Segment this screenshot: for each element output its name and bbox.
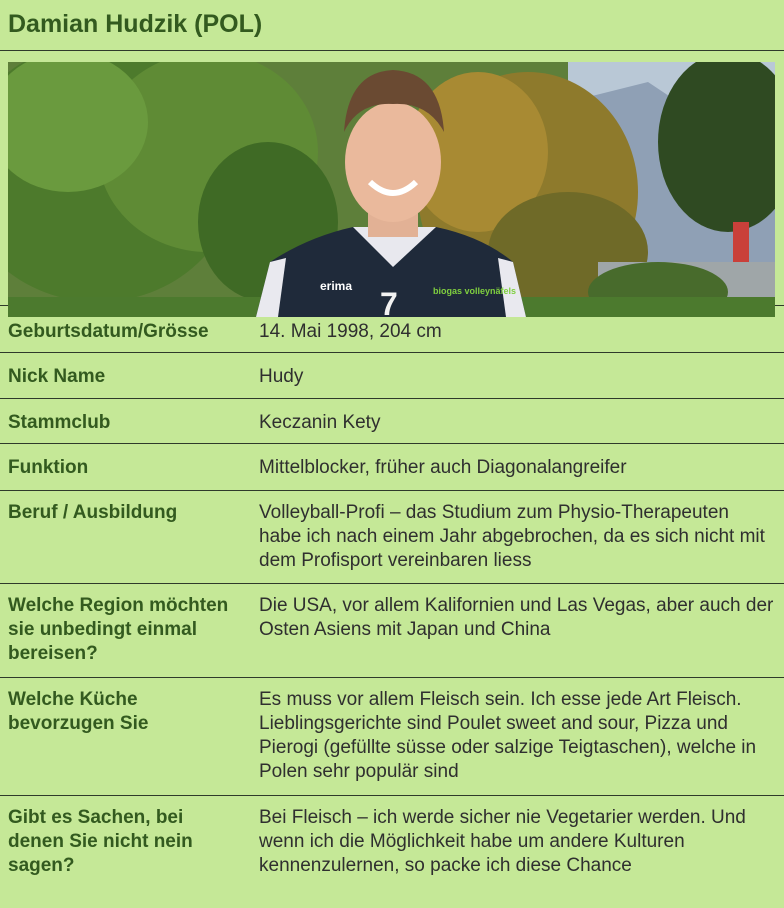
jersey-brand: erima bbox=[320, 279, 353, 293]
info-row-birthdate bbox=[0, 306, 784, 353]
info-row-travel-region bbox=[0, 584, 784, 678]
info-row-club bbox=[0, 399, 784, 444]
row-value: Keczanin Kety bbox=[259, 412, 381, 433]
player-photo bbox=[8, 62, 775, 317]
row-value: Hudy bbox=[259, 366, 304, 387]
jersey-sponsor: biogas volleynäfels bbox=[433, 286, 517, 296]
info-row-function bbox=[0, 444, 784, 491]
row-value: Bei Fleisch – ich werde sicher nie Vegetarier werden. Und wenn ich die Möglichkeit habe um andere Kulturen kennenzulernen, so packe ich diese Chance bbox=[259, 807, 746, 876]
row-value: Es muss vor allem Fleisch sein. Ich esse jede Art Fleisch. Lieblingsgerichte sind Poulet sweet and sour, Pizza und Pierogi (gefüllte süsse oder salzige Teigtaschen), welche in Polen sehr populär sind bbox=[259, 689, 757, 782]
jersey-number: 7 bbox=[380, 286, 398, 317]
row-label: Welche Region möchten sie unbedingt einmal bereisen? bbox=[8, 595, 229, 664]
info-row-cuisine bbox=[0, 678, 784, 796]
row-label: Beruf / Ausbildung bbox=[8, 502, 178, 523]
info-row-nickname bbox=[0, 353, 784, 399]
row-value: Die USA, vor allem Kalifornien und Las Vegas, aber auch der Osten Asiens mit Japan und China bbox=[259, 595, 774, 640]
row-label: Stammclub bbox=[8, 412, 111, 433]
row-label: Funktion bbox=[8, 457, 89, 478]
row-value: Mittelblocker, früher auch Diagonalangreifer bbox=[259, 457, 627, 478]
row-value: Volleyball-Profi – das Studium zum Physio-Therapeuten habe ich nach einem Jahr abgebrochen, da es sich nicht mit dem Profisport vereinbaren liess bbox=[259, 502, 765, 571]
row-label: Gibt es Sachen, bei denen Sie nicht nein sagen? bbox=[8, 807, 193, 876]
info-row-cannot-say-no bbox=[0, 796, 784, 886]
row-label: Welche Küche bevorzugen Sie bbox=[8, 689, 149, 734]
row-value: 14. Mai 1998, 204 cm bbox=[259, 321, 442, 342]
info-row-profession bbox=[0, 491, 784, 584]
photo-frame bbox=[0, 51, 784, 317]
row-label: Geburtsdatum/Grösse bbox=[8, 321, 209, 342]
page-title: Damian Hudzik (POL) bbox=[0, 0, 784, 51]
row-label: Nick Name bbox=[8, 366, 106, 387]
